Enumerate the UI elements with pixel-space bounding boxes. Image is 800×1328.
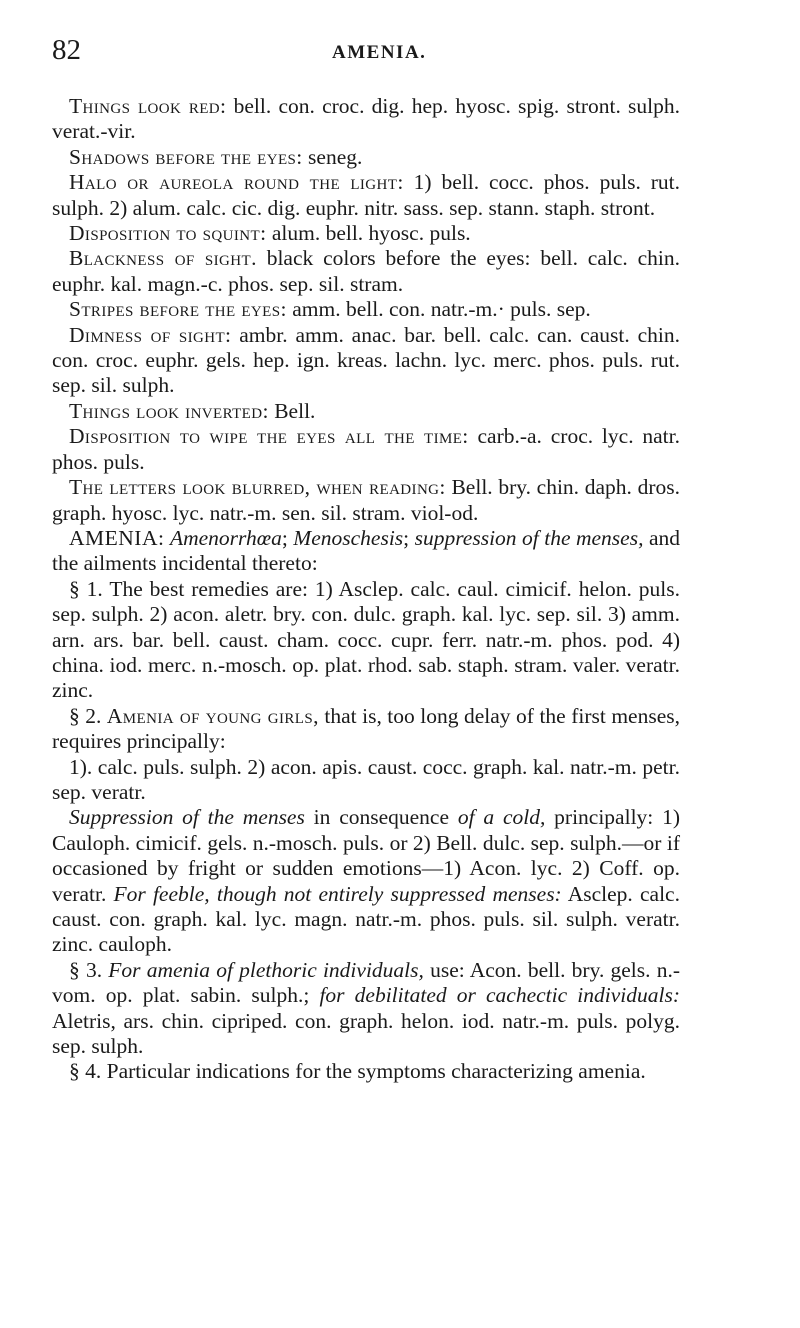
- text-run: Asclep. calc. caust. con. graph. kal. lyc. magn. natr.-m. phos. puls. sil. sulph. veratr. zinc. cauloph.: [52, 881, 680, 957]
- amenia-section-heading: [52, 526, 680, 577]
- page-body: [52, 94, 680, 1085]
- section-title: AMENIA:: [69, 525, 165, 550]
- symptom-heading: Things look inverted:: [69, 398, 269, 423]
- symptom-entry: [52, 94, 680, 145]
- section-2-text: that is, too long delay of the first menses, requires principally:: [52, 703, 680, 754]
- symptom-heading: Halo or aureola round the light:: [69, 170, 404, 195]
- symptom-heading: Shadows before the eyes:: [69, 144, 303, 169]
- symptom-entry: [52, 475, 680, 526]
- symptom-entry: [52, 246, 680, 297]
- symptom-entry: [52, 145, 680, 170]
- page-header: [52, 20, 692, 66]
- italic-phrase: of a cold,: [457, 805, 546, 830]
- section-intro: and the ailments incidental thereto:: [52, 525, 680, 576]
- section-3: [52, 958, 680, 1060]
- suppression-paragraph: [52, 805, 680, 957]
- symptom-entry: [52, 323, 680, 399]
- symptom-heading: Disposition to wipe the eyes all the time:: [69, 424, 469, 449]
- term-amenorrhoea: Amenorrhœa: [169, 525, 282, 550]
- italic-phrase: For amenia of plethoric individuals,: [108, 957, 424, 982]
- section-number: § 3.: [69, 957, 109, 982]
- term-suppression: suppression of the menses,: [414, 525, 644, 550]
- symptom-entry: [52, 170, 680, 221]
- symptom-entry: [52, 297, 680, 322]
- remedy-list: ambr. amm. anac. bar. bell. calc. can. caust. chin. con. croc. euphr. gels. hep. ign. kreas. lachn. lyc. merc. phos. puls. rut. sep. sil. sulph.: [52, 322, 680, 398]
- symptom-heading: Things look red:: [69, 94, 227, 118]
- italic-phrase: For feeble, though not entirely suppressed menses:: [113, 881, 562, 906]
- section-2-heading: Amenia of young girls,: [106, 703, 319, 728]
- remedy-list: Bell.: [268, 398, 316, 423]
- section-2-remedies: 1). calc. puls. sulph. 2) acon. apis. caust. cocc. graph. kal. natr.-m. petr. sep. veratr.: [52, 754, 680, 804]
- symptom-heading: Dimness of sight:: [69, 322, 232, 347]
- remedy-list: Bell. bry. chin. daph. dros. graph. hyosc. lyc. natr.-m. sen. sil. stram. viol-od.: [52, 475, 680, 525]
- symptom-heading: Blackness of sight.: [69, 246, 257, 271]
- term-menoschesis: Menoschesis: [293, 525, 404, 550]
- symptom-heading: The letters look blurred, when reading:: [69, 475, 446, 500]
- separator: ;: [403, 525, 415, 550]
- section-4: § 4. Particular indications for the symptoms characterizing amenia.: [69, 1059, 646, 1084]
- italic-phrase: for debilitated or cachectic individuals:: [319, 983, 680, 1008]
- remedy-list: carb.-a. croc. lyc. natr. phos. puls.: [52, 424, 680, 474]
- remedy-list: alum. bell. hyosc. puls.: [266, 221, 471, 246]
- separator: ;: [281, 525, 294, 550]
- section-number: § 2.: [69, 703, 107, 728]
- section-2: [52, 704, 680, 755]
- symptom-entry: [52, 399, 680, 424]
- remedy-list: bell. con. croc. dig. hep. hyosc. spig. stront. sulph. verat.-vir.: [52, 94, 680, 144]
- symptom-heading: Stripes before the eyes:: [69, 297, 287, 322]
- symptom-entry: [52, 221, 680, 246]
- symptom-heading: Disposition to squint:: [69, 221, 267, 246]
- text-run: in consequence: [304, 805, 458, 830]
- text-run: principally: 1) Cauloph. cimicif. gels. n.-mosch. puls. or 2) Bell. dulc. sep. sulph.—or if occasioned by fright or sudden emotions—1) Acon. lyc. 2) Coff. op. veratr.: [52, 805, 680, 906]
- text-run: Aletris, ars. chin. cipriped. con. graph. helon. iod. natr.-m. puls. polyg. sep. sulph.: [52, 1008, 680, 1059]
- italic-phrase: Suppression of the menses: [69, 805, 305, 830]
- remedy-list: amm. bell. con. natr.-m.· puls. sep.: [286, 297, 591, 322]
- section-1: § 1. The best remedies are: 1) Asclep. calc. caul. cimicif. helon. puls. sep. sulph. 2) acon. aletr. bry. con. dulc. graph. kal. lyc. sep. sil. 3) amm. arn. ars. bar. bell. caust. cham. cocc. cupr. ferr. natr.-m. phos. pod. 4) china. iod. merc. n.-mosch. op. plat. rhod. sab. staph. stram. valer. veratr. zinc.: [52, 576, 680, 703]
- text-run: use: Acon. bell. bry. gels. n.-vom. op. plat. sabin. sulph.;: [52, 957, 681, 1008]
- remedy-list: black colors before the eyes: bell. calc. chin. euphr. kal. magn.-c. phos. sep. sil. stram.: [52, 246, 681, 296]
- remedy-list: 1) bell. cocc. phos. puls. rut. sulph. 2) alum. calc. cic. dig. euphr. nitr. sass. sep. stann. staph. stront.: [52, 170, 680, 220]
- running-title: AMENIA.: [332, 42, 427, 63]
- page-number: 82: [52, 34, 81, 66]
- remedy-list: seneg.: [302, 144, 363, 169]
- symptom-entry: [52, 424, 680, 475]
